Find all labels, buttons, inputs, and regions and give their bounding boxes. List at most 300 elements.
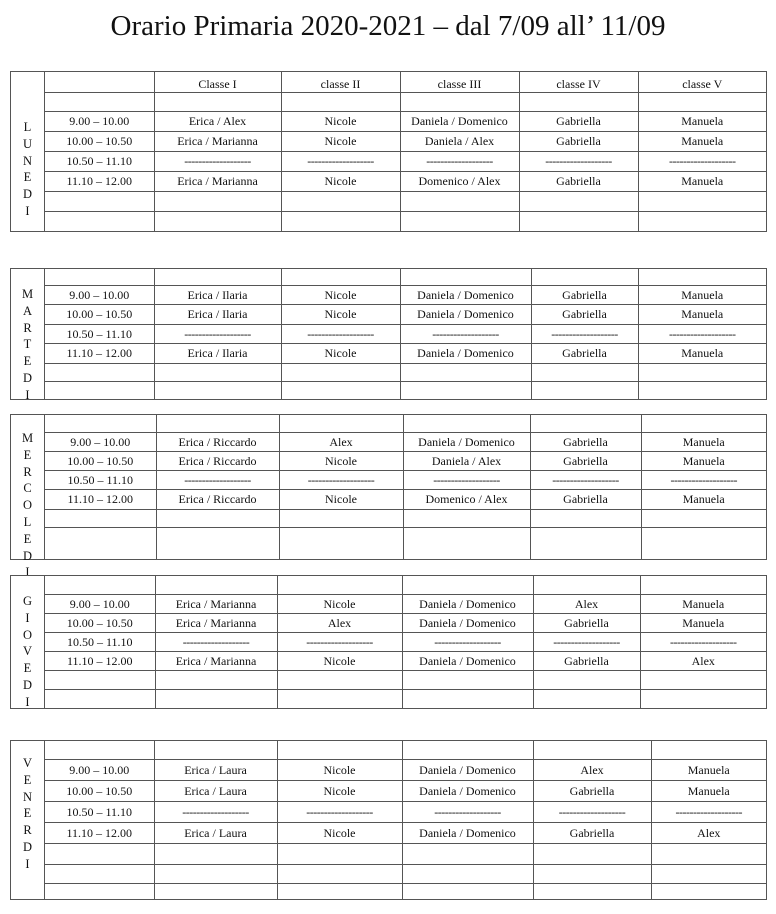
header-row	[45, 72, 766, 92]
day-letter: L	[23, 514, 32, 529]
cell: Daniela / Domenico	[402, 613, 533, 632]
cell	[279, 527, 403, 559]
cell: Erica / Riccardo	[156, 489, 279, 509]
time-cell: 11.10 – 12.00	[45, 822, 154, 843]
cell	[638, 363, 766, 381]
cell	[402, 741, 533, 759]
cell: Nicole	[277, 594, 402, 613]
cell	[154, 741, 277, 759]
cell: Gabriella	[530, 432, 641, 451]
cell: Manuela	[640, 613, 766, 632]
day-letter: E	[23, 531, 32, 546]
cell	[155, 576, 277, 594]
cell: Manuela	[638, 343, 766, 363]
schedule-table	[45, 72, 766, 231]
table-row	[45, 381, 766, 399]
cell	[402, 689, 533, 708]
table-row	[45, 670, 766, 689]
cell: Nicole	[277, 780, 402, 801]
cell	[154, 883, 277, 899]
cell	[279, 509, 403, 527]
cell	[641, 509, 766, 527]
cell	[651, 741, 766, 759]
cell	[156, 509, 279, 527]
cell: Alex	[279, 432, 403, 451]
day-letter: D	[22, 548, 33, 563]
cell	[154, 864, 277, 883]
break-cell: -------------------	[281, 324, 400, 343]
cell	[400, 92, 519, 111]
cell	[155, 670, 277, 689]
cell: Gabriella	[519, 111, 638, 131]
cell: Daniela / Alex	[403, 451, 530, 470]
table-row	[45, 632, 766, 651]
cell: Manuela	[638, 111, 766, 131]
time-cell	[45, 741, 154, 759]
cell: Gabriella	[533, 780, 651, 801]
cell	[154, 363, 281, 381]
cell	[400, 211, 519, 231]
time-cell	[45, 527, 156, 559]
cell	[281, 381, 400, 399]
cell	[281, 363, 400, 381]
day-letter: E	[23, 447, 32, 462]
table-row	[45, 489, 766, 509]
header-cell: classe V	[638, 72, 766, 92]
table-row	[45, 594, 766, 613]
cell	[640, 670, 766, 689]
cell	[638, 211, 766, 231]
cell	[641, 527, 766, 559]
day-letter: D	[22, 839, 33, 854]
break-cell: -------------------	[531, 324, 638, 343]
cell: Gabriella	[519, 131, 638, 151]
time-cell: 11.10 – 12.00	[45, 343, 154, 363]
cell	[277, 670, 402, 689]
cell: Domenico / Alex	[400, 171, 519, 191]
cell: Nicole	[281, 171, 400, 191]
cell	[533, 689, 640, 708]
break-cell: -------------------	[533, 801, 651, 822]
cell	[533, 883, 651, 899]
cell	[281, 191, 400, 211]
cell: Nicole	[281, 111, 400, 131]
cell: Alex	[651, 822, 766, 843]
time-cell	[45, 883, 154, 899]
break-cell: -------------------	[638, 151, 766, 171]
table-row	[45, 151, 766, 171]
time-cell: 11.10 – 12.00	[45, 171, 154, 191]
day-label	[11, 72, 45, 231]
table-row	[45, 363, 766, 381]
cell: Erica / Marianna	[154, 131, 281, 151]
day-block-mercoledi	[10, 414, 767, 580]
cell: Manuela	[641, 489, 766, 509]
cell: Alex	[533, 759, 651, 780]
cell	[651, 864, 766, 883]
day-letter: E	[23, 661, 32, 676]
day-letter: I	[25, 694, 30, 709]
time-cell: 9.00 – 10.00	[45, 759, 154, 780]
cell	[533, 576, 640, 594]
table-row	[45, 843, 766, 864]
cell	[154, 269, 281, 285]
time-cell	[45, 381, 154, 399]
day-block-venerdi	[10, 740, 767, 900]
break-cell: -------------------	[402, 632, 533, 651]
cell: Alex	[533, 594, 640, 613]
cell: Erica / Marianna	[155, 594, 277, 613]
cell: Gabriella	[531, 343, 638, 363]
day-letter: E	[23, 772, 32, 787]
table-row	[45, 92, 766, 111]
cell: Nicole	[279, 489, 403, 509]
cell	[531, 381, 638, 399]
day-letter: I	[25, 565, 30, 580]
time-cell: 9.00 – 10.00	[45, 432, 156, 451]
cell	[533, 864, 651, 883]
cell	[403, 527, 530, 559]
cell: Manuela	[638, 131, 766, 151]
cell	[638, 269, 766, 285]
cell	[277, 864, 402, 883]
cell: Gabriella	[530, 489, 641, 509]
header-cell	[45, 72, 154, 92]
cell	[277, 843, 402, 864]
cell: Gabriella	[531, 285, 638, 304]
day-letter: M	[21, 431, 34, 445]
day-letter: U	[22, 136, 33, 151]
table-row	[45, 470, 766, 489]
table-row	[45, 415, 766, 432]
cell	[519, 211, 638, 231]
break-cell: -------------------	[641, 470, 766, 489]
day-letter: O	[22, 627, 33, 642]
cell: Daniela / Domenico	[402, 651, 533, 670]
time-cell: 10.00 – 10.50	[45, 780, 154, 801]
cell: Gabriella	[519, 171, 638, 191]
cell	[402, 883, 533, 899]
cell: Daniela / Domenico	[403, 432, 530, 451]
page-title: Orario Primaria 2020-2021 – dal 7/09 all’ 11/09	[110, 10, 666, 42]
table-row	[45, 780, 766, 801]
header-cell: classe II	[281, 72, 400, 92]
cell: Daniela / Domenico	[402, 594, 533, 613]
cell	[533, 670, 640, 689]
time-cell: 10.50 – 11.10	[45, 632, 155, 651]
cell: Erica / Ilaria	[154, 304, 281, 324]
day-label	[11, 576, 45, 708]
cell	[400, 269, 531, 285]
time-cell	[45, 689, 155, 708]
day-letter: I	[25, 203, 30, 218]
time-cell	[45, 864, 154, 883]
cell: Gabriella	[531, 304, 638, 324]
cell: Erica / Laura	[154, 759, 277, 780]
cell: Gabriella	[530, 451, 641, 470]
table-row	[45, 285, 766, 304]
cell	[154, 211, 281, 231]
header-cell: classe IV	[519, 72, 638, 92]
cell	[531, 363, 638, 381]
cell	[400, 381, 531, 399]
cell	[281, 269, 400, 285]
cell	[638, 191, 766, 211]
day-letter: D	[22, 370, 33, 385]
table-row	[45, 211, 766, 231]
cell: Nicole	[277, 759, 402, 780]
cell	[156, 527, 279, 559]
time-cell: 10.50 – 11.10	[45, 151, 154, 171]
time-cell: 10.00 – 10.50	[45, 613, 155, 632]
cell	[402, 843, 533, 864]
day-letter: E	[23, 806, 32, 821]
break-cell: -------------------	[155, 632, 277, 651]
break-cell: -------------------	[400, 151, 519, 171]
cell: Manuela	[651, 759, 766, 780]
day-letter: L	[23, 120, 32, 134]
break-cell: -------------------	[402, 801, 533, 822]
time-cell	[45, 269, 154, 285]
cell: Daniela / Domenico	[402, 759, 533, 780]
table-row	[45, 822, 766, 843]
cell: Nicole	[277, 651, 402, 670]
table-row	[45, 883, 766, 899]
cell: Daniela / Domenico	[402, 822, 533, 843]
cell: Daniela / Domenico	[400, 343, 531, 363]
cell: Alex	[640, 651, 766, 670]
cell: Nicole	[281, 304, 400, 324]
break-cell: -------------------	[279, 470, 403, 489]
table-row	[45, 527, 766, 559]
time-cell	[45, 576, 155, 594]
cell: Nicole	[281, 131, 400, 151]
cell	[400, 191, 519, 211]
day-block-martedi	[10, 268, 767, 400]
table-row	[45, 343, 766, 363]
time-cell: 10.00 – 10.50	[45, 451, 156, 470]
cell: Daniela / Domenico	[400, 304, 531, 324]
cell	[156, 415, 279, 432]
cell: Erica / Marianna	[155, 613, 277, 632]
break-cell: -------------------	[277, 632, 402, 651]
cell	[154, 191, 281, 211]
cell: Erica / Riccardo	[156, 432, 279, 451]
cell: Nicole	[281, 343, 400, 363]
table-row	[45, 171, 766, 191]
cell	[277, 689, 402, 708]
day-letter: N	[22, 153, 33, 168]
cell	[403, 509, 530, 527]
time-cell	[45, 509, 156, 527]
schedule-table	[45, 576, 766, 708]
cell: Erica / Marianna	[155, 651, 277, 670]
cell	[533, 741, 651, 759]
cell	[402, 576, 533, 594]
schedule-table	[45, 741, 766, 899]
cell	[651, 843, 766, 864]
cell	[640, 576, 766, 594]
cell: Gabriella	[533, 651, 640, 670]
table-row	[45, 111, 766, 131]
cell	[638, 92, 766, 111]
cell: Gabriella	[533, 822, 651, 843]
time-cell: 10.50 – 11.10	[45, 801, 154, 822]
cell: Manuela	[638, 171, 766, 191]
cell: Erica / Ilaria	[154, 343, 281, 363]
cell: Daniela / Domenico	[402, 780, 533, 801]
cell: Manuela	[638, 304, 766, 324]
day-letter: E	[23, 354, 32, 369]
cell	[281, 211, 400, 231]
day-label	[11, 415, 45, 580]
header-cell: classe III	[400, 72, 519, 92]
time-cell	[45, 363, 154, 381]
break-cell: -------------------	[400, 324, 531, 343]
cell: Daniela / Domenico	[400, 111, 519, 131]
cell	[519, 191, 638, 211]
break-cell: -------------------	[638, 324, 766, 343]
day-label	[11, 741, 45, 899]
day-letter: I	[25, 856, 30, 871]
cell: Nicole	[281, 285, 400, 304]
break-cell: -------------------	[519, 151, 638, 171]
cell	[640, 689, 766, 708]
day-block-giovedi	[10, 575, 767, 709]
cell: Nicole	[277, 822, 402, 843]
cell	[651, 883, 766, 899]
cell	[281, 92, 400, 111]
break-cell: -------------------	[154, 801, 277, 822]
table-row	[45, 432, 766, 451]
cell	[277, 576, 402, 594]
cell	[519, 92, 638, 111]
day-letter: T	[23, 337, 32, 352]
table-row	[45, 269, 766, 285]
cell	[400, 363, 531, 381]
day-letter: C	[23, 481, 32, 496]
cell: Daniela / Alex	[400, 131, 519, 151]
header-cell: Classe I	[154, 72, 281, 92]
day-letter: I	[25, 387, 30, 402]
table-row	[45, 801, 766, 822]
cell: Manuela	[640, 594, 766, 613]
cell: Alex	[277, 613, 402, 632]
break-cell: -------------------	[651, 801, 766, 822]
time-cell: 10.00 – 10.50	[45, 304, 154, 324]
time-cell: 9.00 – 10.00	[45, 594, 155, 613]
table-row	[45, 576, 766, 594]
day-letter: A	[22, 303, 33, 318]
day-letter: D	[22, 677, 33, 692]
day-letter: N	[22, 789, 33, 804]
break-cell: -------------------	[530, 470, 641, 489]
cell	[154, 843, 277, 864]
time-cell	[45, 191, 154, 211]
time-cell	[45, 211, 154, 231]
cell: Erica / Laura	[154, 780, 277, 801]
break-cell: -------------------	[403, 470, 530, 489]
time-cell: 10.50 – 11.10	[45, 470, 156, 489]
time-cell	[45, 843, 154, 864]
cell	[641, 415, 766, 432]
cell: Erica / Ilaria	[154, 285, 281, 304]
break-cell: -------------------	[154, 151, 281, 171]
cell	[155, 689, 277, 708]
cell	[533, 843, 651, 864]
cell	[277, 883, 402, 899]
break-cell: -------------------	[640, 632, 766, 651]
cell: Erica / Alex	[154, 111, 281, 131]
table-row	[45, 451, 766, 470]
day-letter: I	[25, 610, 30, 625]
table-row	[45, 864, 766, 883]
break-cell: -------------------	[156, 470, 279, 489]
cell: Gabriella	[533, 613, 640, 632]
cell	[154, 92, 281, 111]
table-row	[45, 324, 766, 343]
table-row	[45, 741, 766, 759]
schedule-table	[45, 415, 766, 559]
cell: Erica / Laura	[154, 822, 277, 843]
cell: Manuela	[641, 432, 766, 451]
cell	[530, 527, 641, 559]
schedule-table	[45, 269, 766, 399]
table-row	[45, 131, 766, 151]
cell	[530, 415, 641, 432]
day-letter: R	[23, 320, 32, 335]
time-cell: 11.10 – 12.00	[45, 651, 155, 670]
break-cell: -------------------	[277, 801, 402, 822]
cell: Daniela / Domenico	[400, 285, 531, 304]
cell	[638, 381, 766, 399]
cell	[531, 269, 638, 285]
day-letter: E	[23, 170, 32, 185]
cell: Manuela	[651, 780, 766, 801]
table-row	[45, 191, 766, 211]
cell: Manuela	[638, 285, 766, 304]
cell: Erica / Riccardo	[156, 451, 279, 470]
table-row	[45, 651, 766, 670]
cell: Erica / Marianna	[154, 171, 281, 191]
time-cell: 9.00 – 10.00	[45, 111, 154, 131]
cell	[403, 415, 530, 432]
cell	[402, 864, 533, 883]
time-cell	[45, 92, 154, 111]
day-letter: R	[23, 823, 32, 838]
time-cell	[45, 670, 155, 689]
day-letter: V	[22, 756, 33, 770]
day-letter: R	[23, 464, 32, 479]
time-cell	[45, 415, 156, 432]
time-cell: 11.10 – 12.00	[45, 489, 156, 509]
cell: Domenico / Alex	[403, 489, 530, 509]
cell	[277, 741, 402, 759]
time-cell: 10.50 – 11.10	[45, 324, 154, 343]
table-row	[45, 689, 766, 708]
cell	[530, 509, 641, 527]
day-letter: G	[22, 594, 33, 608]
cell: Manuela	[641, 451, 766, 470]
table-row	[45, 509, 766, 527]
day-letter: M	[21, 287, 34, 301]
break-cell: -------------------	[154, 324, 281, 343]
cell	[402, 670, 533, 689]
break-cell: -------------------	[533, 632, 640, 651]
table-row	[45, 304, 766, 324]
day-letter: O	[22, 498, 33, 513]
day-block-lunedi	[10, 71, 767, 232]
